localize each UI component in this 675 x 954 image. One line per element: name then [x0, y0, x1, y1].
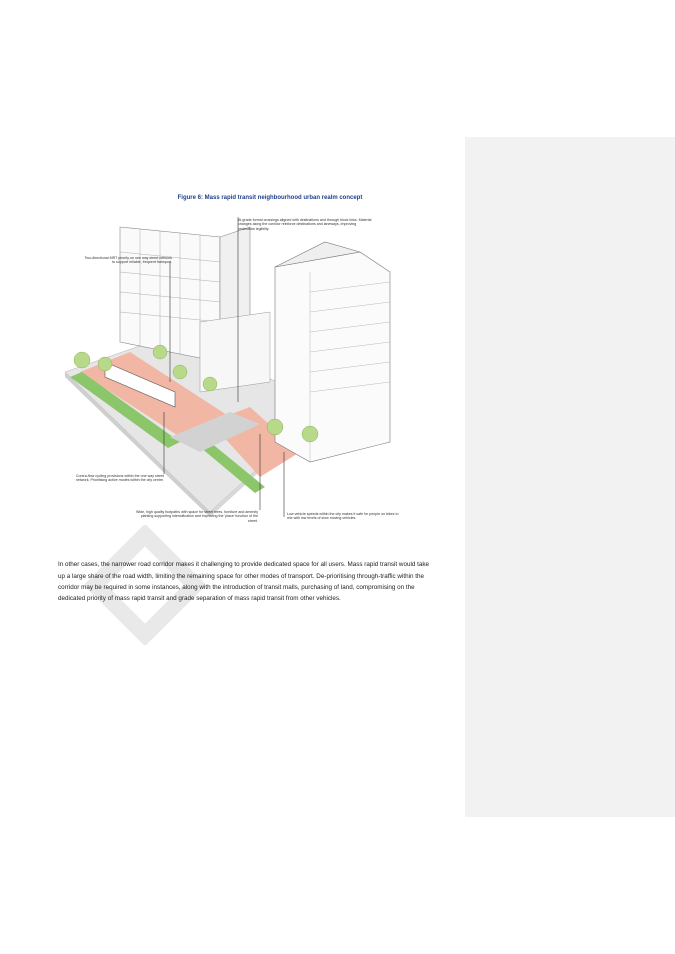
callout-crossings: At grade formal crossings aligned with destinations and through block links. Material changes along the corridor reinforce destinations and laneways, improving pedestrian legibility.	[238, 218, 372, 231]
body-paragraph: In other cases, the narrower road corridor makes it challenging to provide dedicated space for all users. Mass rapid transit would take up a large share of the road width, limiting the remaining space for other modes of transport. De-prioritising through-traffic within the corridor may be required in some instances, along with the introduction of transit malls, purchasing of land, compromising on the dedicated priority of mass rapid transit and grade separation of mass rapid transit from other vehicles.	[58, 561, 430, 602]
callout-low-speeds: Low vehicle speeds within the city makes it safe for people on bikes to mix with low levels of slow moving vehicles.	[287, 512, 399, 521]
comment-margin	[465, 137, 675, 817]
callout-contra-flow: Contra-flow cycling provisions within the one way street network. Prioritising active modes within the city centre.	[75, 474, 164, 483]
figure-caption: Figure 6: Mass rapid transit neighbourhood urban realm concept	[177, 195, 363, 201]
callout-footpaths: Wide, high quality footpaths with space for street trees, furniture and amenity planting supporting intensification and improving the 'place' function of the street.	[135, 510, 258, 523]
callout-mrt-priority: Two-directional MRT priority on one way street network to support reliable, frequent transport.	[84, 256, 172, 265]
